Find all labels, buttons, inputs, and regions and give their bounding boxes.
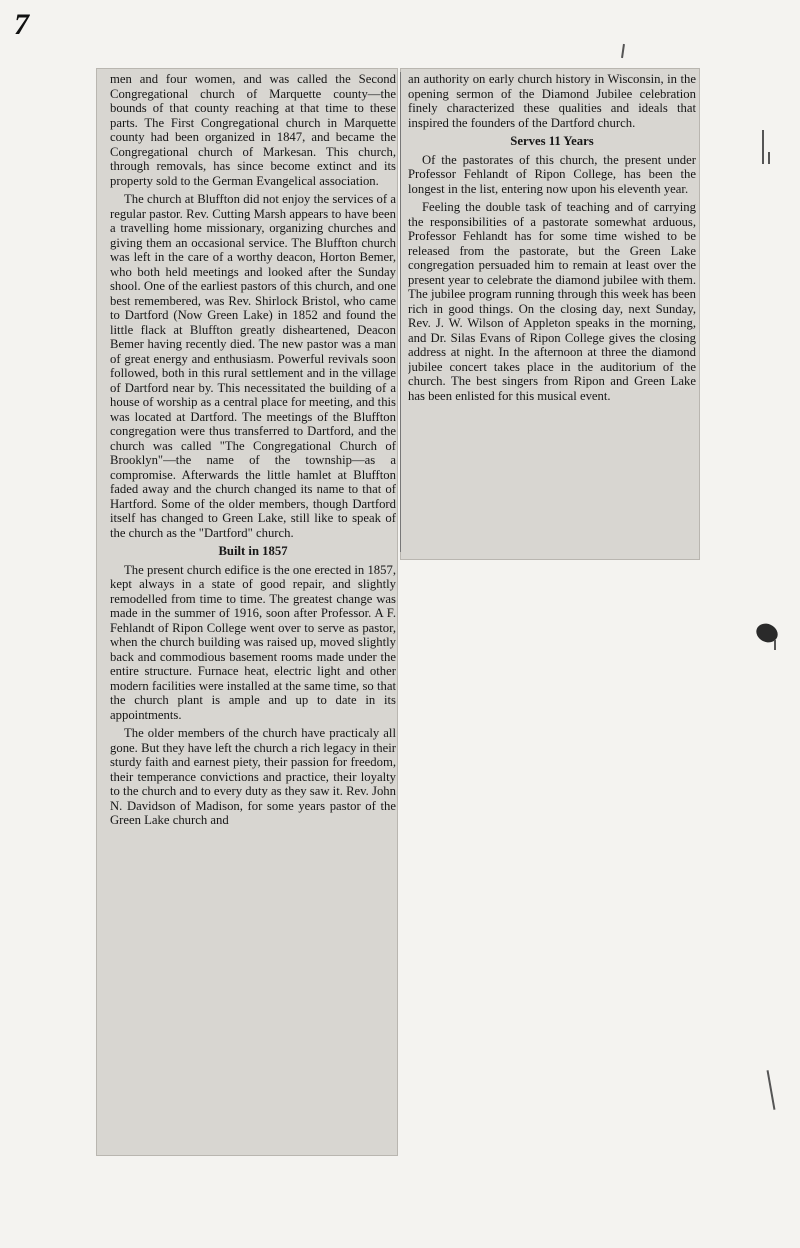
page-number-mark: 7	[14, 8, 29, 41]
scan-mark-right-3	[774, 640, 776, 650]
right-paragraph-3: Feeling the double task of teaching and of carrying the responsibilities of a pastorate somewhat arduous, Professor Fehlandt has for some time wished to be released from the pastorate, but the Green Lake congregation persuaded him to remain at least over the present year to celebrate the diamond jubilee with them. The jubilee program running through this week has been rich in good things. On the closing day, next Sunday, Rev. J. W. Wilson of Appleton speaks in the morning, and Dr. Silas Evans of Ripon College gives the closing address at night. In the afternoon at three the diamond jubilee concert takes place in the auditorium of the church. The best singers from Ripon and Green Lake has been enlisted for this musical event.	[408, 200, 696, 403]
subhead-built-in-1857: Built in 1857	[218, 544, 288, 558]
scan-mark-top	[621, 44, 625, 58]
right-paragraph-1: an authority on early church history in Wisconsin, in the opening sermon of the Diamond Jubilee celebration finely characterized these qualities and ideals that inspired the founders of the Dartford church.	[408, 72, 696, 130]
column-rule	[400, 72, 401, 552]
right-paragraph-2: Of the pastorates of this church, the present under Professor Fehlandt of Ripon College, has been the longest in the list, entering now upon his eleventh year.	[408, 152, 696, 196]
left-paragraph-1: men and four women, and was called the Second Congregational church of Marquette county—the bounds of that county reaching at that time to these parts. The First Congregational church in Marquette county had been organized in 1847, and became the Congregational church of Markesan. This church, through removals, has since become extinct and its property sold to the German Evangelical association.	[110, 72, 396, 188]
scan-mark-right-1	[762, 130, 764, 164]
subhead-serves-11-years: Serves 11 Years	[510, 134, 594, 148]
scan-smudge-right	[753, 620, 781, 646]
left-paragraph-2: The church at Bluffton did not enjoy the services of a regular pastor. Rev. Cutting Marsh appears to have been a travelling home missionary, organizing churches and giving them an occasional service. The Bluffton church was left in the care of a worthy deacon, Horton Bemer, who both held meetings and looked after the Sunday shool. One of the earliest pastors of this church, and one best remembered, was Rev. Shirlock Bristol, who came to Dartford (Now Green Lake) in 1852 and found the little flack at Bluffton greatly disheartened, Deacon Bemer having recently died. The new pastor was a man of great energy and enthusiasm. Powerful revivals soon followed, both in this rural settlement and in the village of Dartford near by. This necessitated the building of a house of worship as a central place for meeting, and this was located at Dartford. The meetings of the Bluffton congregation were thus transferred to Dartford, and the church was called "The Congregational Church of Brooklyn"—the name of the township—as a compromise. Afterwards the little hamlet at Bluffton faded away and the church changed its name to that of Hartford. Some of the older members, though Dartford itself has changed to Green Lake, still like to speak of the church as the "Dartford" church.	[110, 192, 396, 540]
article-left-column	[110, 72, 396, 1152]
left-paragraph-4: The older members of the church have practicaly all gone. But they have left the church a rich legacy in their sturdy faith and earnest piety, their passion for freedom, their temperance convictions and practice, their loyalty to the church and to every duty as they saw it. Rev. John N. Davidson of Madison, for some years pastor of the Green Lake church and	[110, 726, 396, 827]
scan-mark-right-2	[768, 152, 770, 164]
article-right-column	[408, 72, 696, 558]
left-paragraph-3: The present church edifice is the one erected in 1857, kept always in a state of good repair, and slightly remodelled from time to time. The greatest change was made in the summer of 1916, soon after Professor. A F. Fehlandt of Ripon College went over to serve as pastor, when the church building was raised up, moved slightly back and commodious basement rooms made under the entire structure. Furnace heat, electric light and other modern facilities were installed at the same time, so that the church plant is ample and up to date in its appointments.	[110, 562, 396, 722]
scan-mark-right-4	[767, 1070, 776, 1110]
